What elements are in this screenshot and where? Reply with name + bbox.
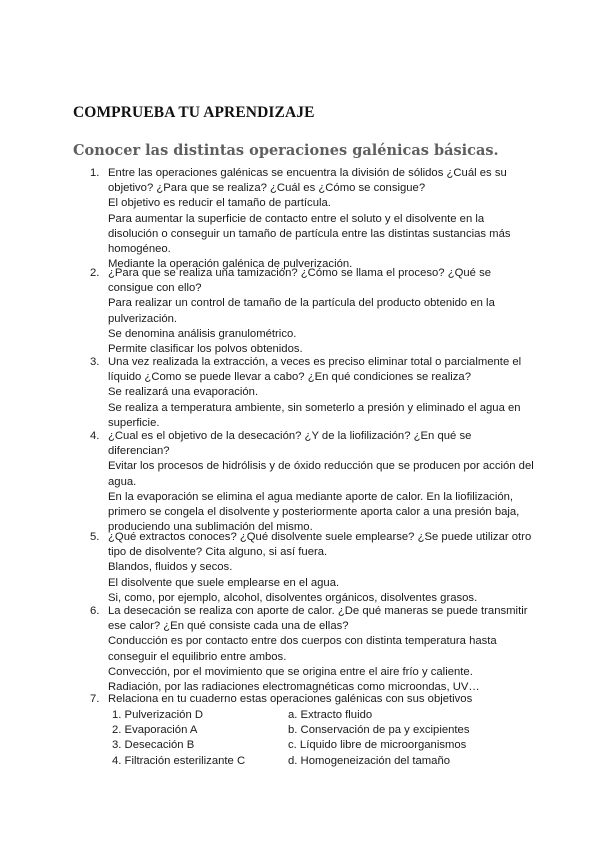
answer-line: Radiación, por las radiaciones electromagnéticas como microondas, UV… [108, 681, 480, 694]
answer-line: conseguir el equilibrio entre ambos. [108, 650, 287, 663]
question-body [108, 604, 540, 695]
question-item [90, 429, 540, 535]
answer-line: Para realizar un control de tamaño de la partícula del producto obtenido en la [108, 297, 495, 310]
answer-line: Se denomina análisis granulométrico. [108, 327, 297, 340]
answer-line: líquido ¿Como se puede llevar a cabo? ¿En qué condiciones se realiza? [108, 371, 471, 384]
answer-line: En la evaporación se elimina el agua mediante aporte de calor. En la liofilización, [108, 490, 514, 503]
answer-line: Blandos, fluidos y secos. [108, 561, 233, 574]
question-text: ¿Qué extractos conoces? ¿Qué disolvente suele emplearse? ¿Se puede utilizar otro [108, 531, 532, 543]
question-text: ¿Para que se realiza una tamización? ¿Cómo se llama el proceso? ¿Qué se [108, 267, 492, 279]
objective-item: b. Conservación de pa y excipientes [288, 724, 470, 737]
question-text: Entre las operaciones galénicas se encuentra la división de sólidos ¿Cuál es su [108, 167, 507, 179]
question-body [108, 266, 540, 357]
page-subtitle: Conocer las distintas operaciones galénicas básicas. [73, 142, 499, 159]
answer-line: Se realizará una evaporación. [108, 386, 259, 399]
answer-line: Evitar los procesos de hidrólisis y de óxido reducción que se producen por acción del [108, 460, 534, 473]
question-item [90, 530, 540, 606]
answer-line: Para aumentar la superficie de contacto entre el soluto y el disolvente en la [108, 212, 485, 225]
question-number: 4. [90, 430, 100, 442]
question-item [90, 166, 540, 272]
question-number: 6. [90, 605, 100, 617]
answer-line: ese calor? ¿En qué consiste cada una de ellas? [108, 620, 349, 633]
answer-line: produciendo una sublimación del mismo. [108, 521, 313, 534]
answer-line: Convección, por el movimiento que se origina entre el aire frío y caliente. [108, 665, 473, 678]
answer-line: tipo de disolvente? Cita alguno, si así fuera. [108, 546, 328, 559]
answer-line: primero se congela el disolvente y posteriormente aporta calor a una presión baja, [108, 506, 520, 519]
question-number: 3. [90, 356, 100, 368]
answer-line: Mediante la operación galénica de pulverización. [108, 258, 353, 271]
question-item [90, 604, 540, 695]
question-body [108, 692, 540, 707]
question-item [90, 266, 540, 357]
question-text: Una vez realizada la extracción, a veces es preciso eliminar total o parcialmente el [108, 356, 522, 368]
answer-line: consigue con ello? [108, 282, 202, 295]
question-number: 2. [90, 267, 100, 279]
answer-line: disolución o conseguir un tamaño de partícula entre las distintas sustancias más [108, 227, 511, 240]
operation-item: 2. Evaporación A [112, 724, 198, 737]
page-title: COMPRUEBA TU APRENDIZAJE [73, 104, 315, 121]
question-item [90, 692, 540, 707]
answer-line: El objetivo es reducir el tamaño de partícula. [108, 197, 331, 210]
question-body [108, 166, 540, 272]
answer-line: objetivo? ¿Para que se realiza? ¿Cuál es ¿Cómo se consigue? [108, 182, 426, 195]
answer-line: pulverización. [108, 312, 178, 325]
answer-line: Si, como, por ejemplo, alcohol, disolventes orgánicos, disolventes grasos. [108, 591, 478, 604]
question-body [108, 355, 540, 431]
question-body [108, 429, 540, 535]
answer-line: Permite clasificar los polvos obtenidos. [108, 343, 303, 356]
question-text: La desecación se realiza con aporte de calor. ¿De qué maneras se puede transmitir [108, 605, 528, 617]
question-item [90, 355, 540, 431]
objective-item: a. Extracto fluido [288, 709, 373, 721]
operation-item: 3. Desecación B [112, 739, 195, 752]
answer-line: superficie. [108, 416, 160, 429]
objective-item: c. Líquido libre de microorganismos [288, 739, 467, 752]
answer-line: homogéneo. [108, 243, 171, 256]
question-text: Relaciona en tu cuaderno estas operaciones galénicas con sus objetivos [108, 693, 473, 705]
question-text: ¿Cual es el objetivo de la desecación? ¿Y de la liofilización? ¿En qué se [108, 430, 472, 442]
question-number: 5. [90, 531, 100, 543]
answer-line: Conducción es por contacto entre dos cuerpos con distinta temperatura hasta [108, 635, 497, 648]
objective-item: d. Homogeneización del tamaño [288, 754, 451, 767]
answer-line: agua. [108, 475, 137, 488]
question-number: 1. [90, 167, 100, 179]
answer-line: El disolvente que suele emplearse en el agua. [108, 576, 340, 589]
operation-item: 1. Pulverización D [112, 709, 204, 721]
operation-item: 4. Filtración esterilizante C [112, 754, 246, 767]
question-body [108, 530, 540, 606]
answer-line: diferencian? [108, 445, 170, 458]
question-number: 7. [90, 693, 100, 705]
answer-line: Se realiza a temperatura ambiente, sin someterlo a presión y eliminado el agua en [108, 401, 521, 414]
